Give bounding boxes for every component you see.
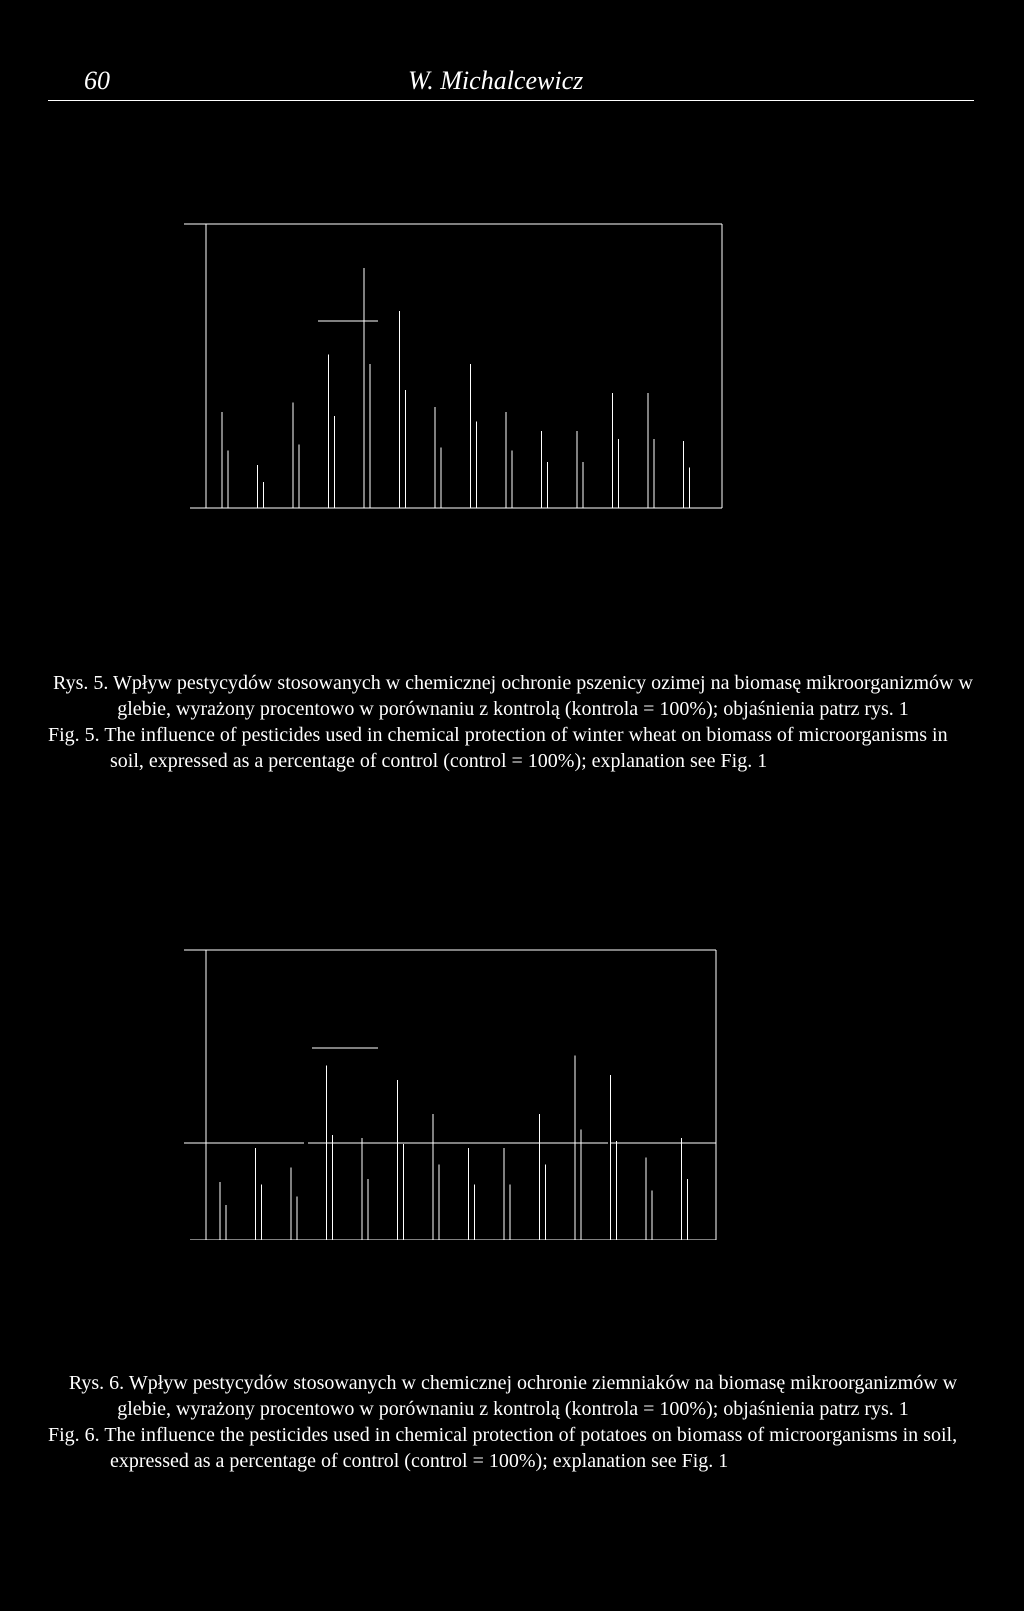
figure-6-caption-english: Fig. 6. The influence the pesticides used in chemical protection of potatoes on biomass of microorganisms in soil, expressed as a percentage of control (control = 100%); explanation see Fig. 1 [48,1424,958,1472]
bar-3 [293,402,299,508]
bar-1 [222,412,228,508]
bar-4 [329,354,335,508]
bar-1 [220,1182,226,1240]
figure-6-caption [48,1370,978,1474]
running-header [48,64,974,104]
bar-13 [648,393,654,508]
bar-11 [575,1056,581,1240]
figure-5-caption [48,670,978,774]
bar-12 [613,393,619,508]
bar-2 [258,465,264,508]
page-number: 60 [84,66,110,95]
bar-5 [362,1138,368,1240]
bar-7 [435,407,441,508]
bar-14 [684,441,690,508]
bar-3 [291,1167,297,1240]
bar-5 [364,268,370,508]
figure-5-caption-english: Fig. 5. The influence of pesticides used in chemical protection of winter wheat on biomass of microorganisms in soil, expressed as a percentage of control (control = 100%); explanation see Fig. 1 [48,724,948,772]
figure-5-caption-polish: Rys. 5. Wpływ pestycydów stosowanych w chemicznej ochronie pszenicy ozimej na biomasę mikroorganizmów w glebie, wyrażony procentowo w porównaniu z kontrolą (kontrola = 100%); objaśnienia patrz rys. 1 [53,672,973,720]
figure-5-bar-chart [0,216,1024,516]
bar-8 [469,1148,475,1240]
bar-6 [400,311,406,508]
bar-2 [256,1148,262,1240]
bar-6 [398,1080,404,1240]
header-rule [48,100,974,101]
bar-9 [504,1148,510,1240]
bar-4 [327,1065,333,1240]
figure-6-caption-polish: Rys. 6. Wpływ pestycydów stosowanych w chemicznej ochronie ziemniaków na biomasę mikroorganizmów w glebie, wyrażony procentowo w porównaniu z kontrolą (kontrola = 100%); objaśnienia patrz rys. 1 [68,1372,958,1420]
bar-11 [577,431,583,508]
bar-14 [682,1138,688,1240]
bar-8 [471,364,477,508]
figure-6-bar-chart [0,940,1024,1240]
bar-10 [542,431,548,508]
running-title: W. Michalcewicz [408,66,584,95]
bar-9 [506,412,512,508]
bar-10 [540,1114,546,1240]
bar-12 [611,1075,617,1240]
bar-13 [646,1158,652,1240]
bar-7 [433,1114,439,1240]
